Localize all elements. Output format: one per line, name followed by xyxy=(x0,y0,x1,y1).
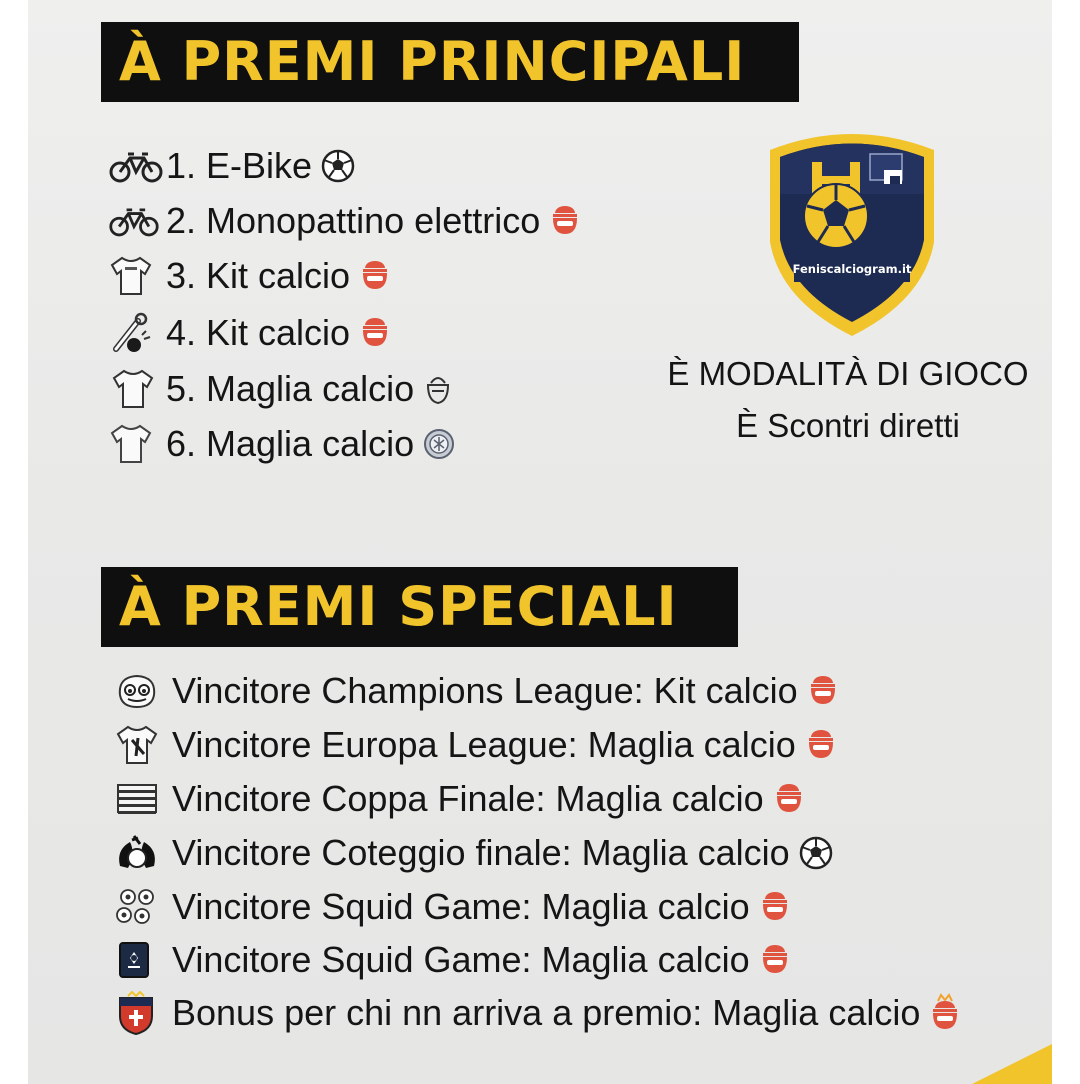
red-cup-icon xyxy=(928,993,962,1033)
ball-splash-icon xyxy=(114,831,172,875)
list-item xyxy=(114,885,792,929)
stack-icon xyxy=(114,777,172,821)
list-item xyxy=(114,669,840,713)
prize-label: Vincitore Squid Game: Maglia calcio xyxy=(172,939,750,980)
balls-cluster-icon xyxy=(114,885,172,929)
trophy-outline-icon xyxy=(422,371,454,407)
prize-label: Bonus per chi nn arriva a premio: Maglia calcio xyxy=(172,992,921,1033)
list-item xyxy=(114,831,834,875)
list-item xyxy=(108,422,456,466)
red-cup-icon xyxy=(772,782,806,816)
prize-label: 3. Kit calcio xyxy=(166,255,351,296)
red-cup-icon xyxy=(806,674,840,708)
prize-label: 4. Kit calcio xyxy=(166,312,351,353)
prize-label: Vincitore Europa League: Maglia calcio xyxy=(172,724,796,765)
prize-label: Vincitore Squid Game: Maglia calcio xyxy=(172,886,750,927)
prize-poster xyxy=(28,0,1052,1084)
prize-label: Vincitore Champions League: Kit calcio xyxy=(172,670,798,711)
red-cup-icon xyxy=(758,943,792,977)
soccer-ball-icon xyxy=(320,148,356,184)
feniscalciogram-logo xyxy=(764,124,940,340)
main-prizes-title: À PREMI PRINCIPALI xyxy=(101,22,799,102)
list-item xyxy=(114,938,792,982)
red-cup-icon xyxy=(548,204,582,238)
prize-label: Vincitore Coteggio finale: Maglia calcio xyxy=(172,832,790,873)
crest-icon xyxy=(422,427,456,461)
prize-label: Vincitore Coppa Finale: Maglia calcio xyxy=(172,778,764,819)
shirt-icon xyxy=(108,367,166,411)
list-item xyxy=(114,723,838,767)
list-item xyxy=(108,254,392,298)
shirt-icon xyxy=(108,422,166,466)
bicycle-icon xyxy=(108,144,166,188)
corner-accent xyxy=(972,1044,1052,1084)
pump-icon xyxy=(108,311,166,355)
shirt-icon xyxy=(114,723,172,767)
card-icon xyxy=(114,938,172,982)
list-item xyxy=(108,311,392,355)
logo-wordmark: Feniscalciogram.it xyxy=(792,262,912,276)
prize-label: 6. Maglia calcio xyxy=(166,423,415,464)
list-item xyxy=(108,144,356,188)
prize-label: 2. Monopattino elettrico xyxy=(166,200,541,241)
soccer-ball-icon xyxy=(798,835,834,871)
red-cup-icon xyxy=(358,316,392,350)
game-mode-title: È MODALITÀ DI GIOCO xyxy=(667,355,1029,392)
red-cup-icon xyxy=(358,259,392,293)
list-item xyxy=(108,367,454,411)
prize-label: 1. E-Bike xyxy=(166,145,313,186)
mascot-icon xyxy=(114,669,172,713)
bicycle-icon xyxy=(108,199,166,243)
shield-icon xyxy=(114,991,172,1035)
game-mode-value: È Scontri diretti xyxy=(736,407,960,444)
list-item xyxy=(108,199,582,243)
prize-label: 5. Maglia calcio xyxy=(166,368,415,409)
red-cup-icon xyxy=(804,728,838,762)
shirt-icon xyxy=(108,254,166,298)
red-cup-icon xyxy=(758,890,792,924)
special-prizes-title: À PREMI SPECIALI xyxy=(101,567,738,647)
list-item xyxy=(114,777,806,821)
list-item xyxy=(114,991,962,1035)
